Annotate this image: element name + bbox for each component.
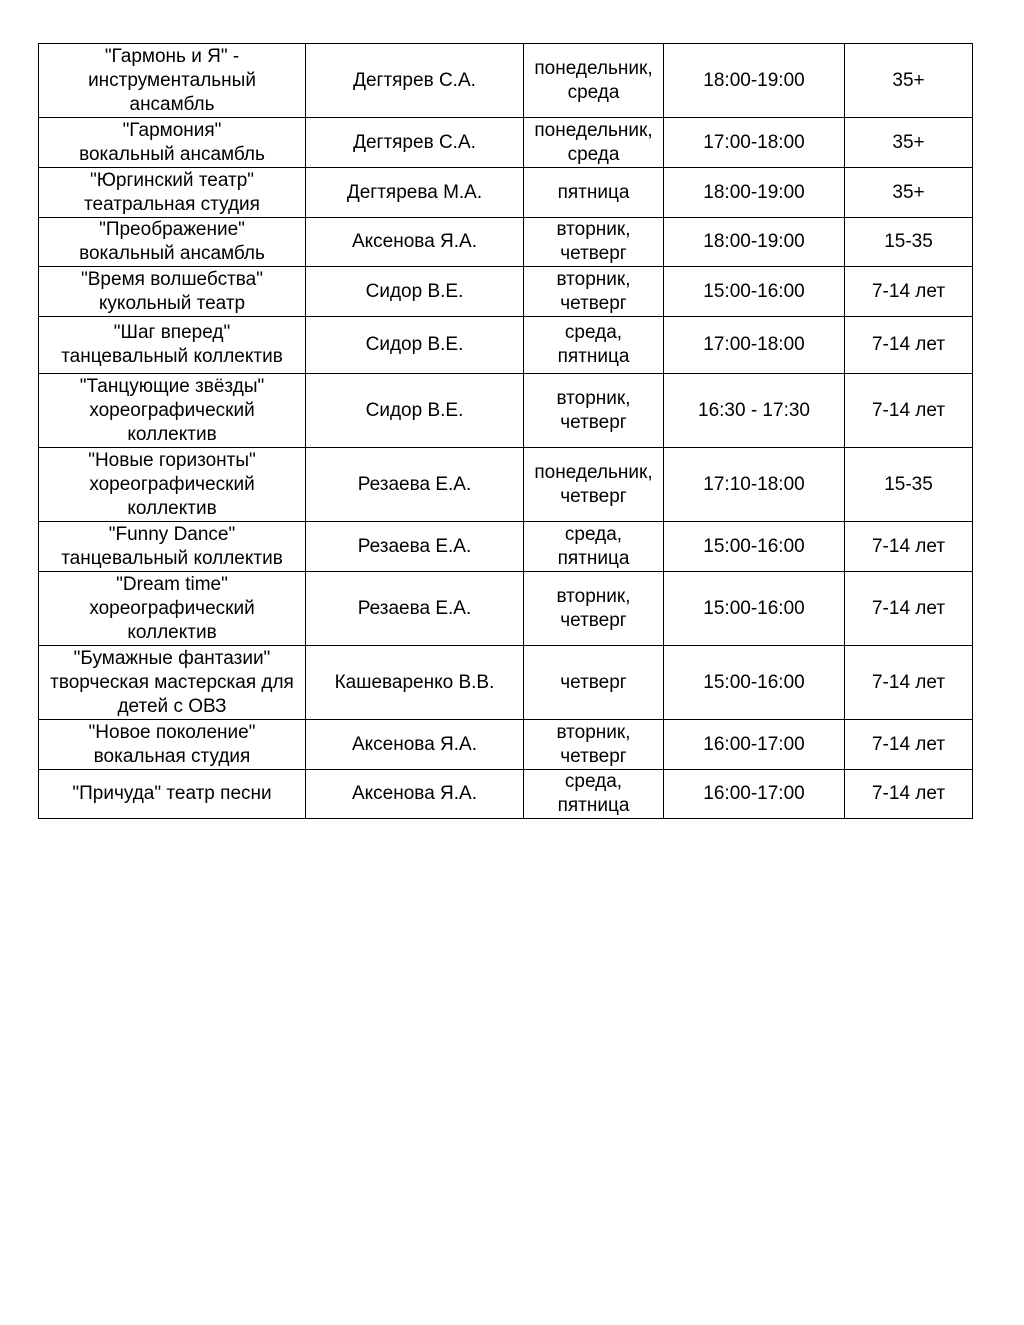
group-name-cell: "Dream time" хореографический коллектив xyxy=(39,572,306,646)
age-cell: 7-14 лет xyxy=(845,267,973,317)
table-row xyxy=(39,522,973,572)
days-cell: понедельник, четверг xyxy=(524,448,664,522)
table-row xyxy=(39,770,973,819)
group-name-cell: "Новое поколение" вокальная студия xyxy=(39,720,306,770)
time-cell: 16:30 - 17:30 xyxy=(664,374,845,448)
group-name-cell: "Танцующие звёзды" хореографический коллектив xyxy=(39,374,306,448)
leader-cell: Аксенова Я.А. xyxy=(306,770,524,819)
age-cell: 7-14 лет xyxy=(845,317,973,374)
time-cell: 18:00-19:00 xyxy=(664,168,845,218)
group-name-cell: "Шаг вперед" танцевальный коллектив xyxy=(39,317,306,374)
group-name-cell: "Гармония" вокальный ансамбль xyxy=(39,118,306,168)
table-row xyxy=(39,448,973,522)
group-name-cell: "Новые горизонты" хореографический коллектив xyxy=(39,448,306,522)
days-cell: четверг xyxy=(524,646,664,720)
time-cell: 15:00-16:00 xyxy=(664,267,845,317)
time-cell: 17:00-18:00 xyxy=(664,317,845,374)
time-cell: 15:00-16:00 xyxy=(664,646,845,720)
age-cell: 7-14 лет xyxy=(845,572,973,646)
leader-cell: Резаева Е.А. xyxy=(306,522,524,572)
table-row xyxy=(39,44,973,118)
table-row xyxy=(39,168,973,218)
table-row xyxy=(39,317,973,374)
group-name-cell: "Причуда" театр песни xyxy=(39,770,306,819)
time-cell: 15:00-16:00 xyxy=(664,572,845,646)
time-cell: 15:00-16:00 xyxy=(664,522,845,572)
time-cell: 16:00-17:00 xyxy=(664,770,845,819)
group-name-cell: "Гармонь и Я" - инструментальный ансамбль xyxy=(39,44,306,118)
schedule-table xyxy=(38,43,973,819)
days-cell: среда, пятница xyxy=(524,522,664,572)
leader-cell: Резаева Е.А. xyxy=(306,448,524,522)
time-cell: 17:00-18:00 xyxy=(664,118,845,168)
leader-cell: Резаева Е.А. xyxy=(306,572,524,646)
days-cell: среда, пятница xyxy=(524,770,664,819)
table-row xyxy=(39,646,973,720)
table-row xyxy=(39,118,973,168)
days-cell: понедельник, среда xyxy=(524,44,664,118)
days-cell: вторник, четверг xyxy=(524,572,664,646)
days-cell: вторник, четверг xyxy=(524,720,664,770)
time-cell: 16:00-17:00 xyxy=(664,720,845,770)
table-row xyxy=(39,267,973,317)
leader-cell: Дегтярева М.А. xyxy=(306,168,524,218)
leader-cell: Аксенова Я.А. xyxy=(306,218,524,267)
days-cell: среда, пятница xyxy=(524,317,664,374)
group-name-cell: "Время волшебства" кукольный театр xyxy=(39,267,306,317)
age-cell: 15-35 xyxy=(845,218,973,267)
leader-cell: Кашеваренко В.В. xyxy=(306,646,524,720)
time-cell: 18:00-19:00 xyxy=(664,44,845,118)
group-name-cell: "Преображение" вокальный ансамбль xyxy=(39,218,306,267)
age-cell: 7-14 лет xyxy=(845,374,973,448)
leader-cell: Дегтярев С.А. xyxy=(306,44,524,118)
age-cell: 35+ xyxy=(845,44,973,118)
age-cell: 7-14 лет xyxy=(845,720,973,770)
table-row xyxy=(39,374,973,448)
group-name-cell: "Юргинский театр" театральная студия xyxy=(39,168,306,218)
leader-cell: Сидор В.Е. xyxy=(306,374,524,448)
leader-cell: Аксенова Я.А. xyxy=(306,720,524,770)
time-cell: 18:00-19:00 xyxy=(664,218,845,267)
age-cell: 7-14 лет xyxy=(845,770,973,819)
age-cell: 15-35 xyxy=(845,448,973,522)
table-row xyxy=(39,720,973,770)
group-name-cell: "Бумажные фантазии" творческая мастерская для детей с ОВЗ xyxy=(39,646,306,720)
time-cell: 17:10-18:00 xyxy=(664,448,845,522)
age-cell: 35+ xyxy=(845,118,973,168)
age-cell: 35+ xyxy=(845,168,973,218)
age-cell: 7-14 лет xyxy=(845,522,973,572)
days-cell: понедельник, среда xyxy=(524,118,664,168)
days-cell: пятница xyxy=(524,168,664,218)
leader-cell: Сидор В.Е. xyxy=(306,267,524,317)
leader-cell: Сидор В.Е. xyxy=(306,317,524,374)
age-cell: 7-14 лет xyxy=(845,646,973,720)
table-row xyxy=(39,572,973,646)
days-cell: вторник, четверг xyxy=(524,267,664,317)
table-row xyxy=(39,218,973,267)
days-cell: вторник, четверг xyxy=(524,374,664,448)
group-name-cell: "Funny Dance" танцевальный коллектив xyxy=(39,522,306,572)
leader-cell: Дегтярев С.А. xyxy=(306,118,524,168)
days-cell: вторник, четверг xyxy=(524,218,664,267)
